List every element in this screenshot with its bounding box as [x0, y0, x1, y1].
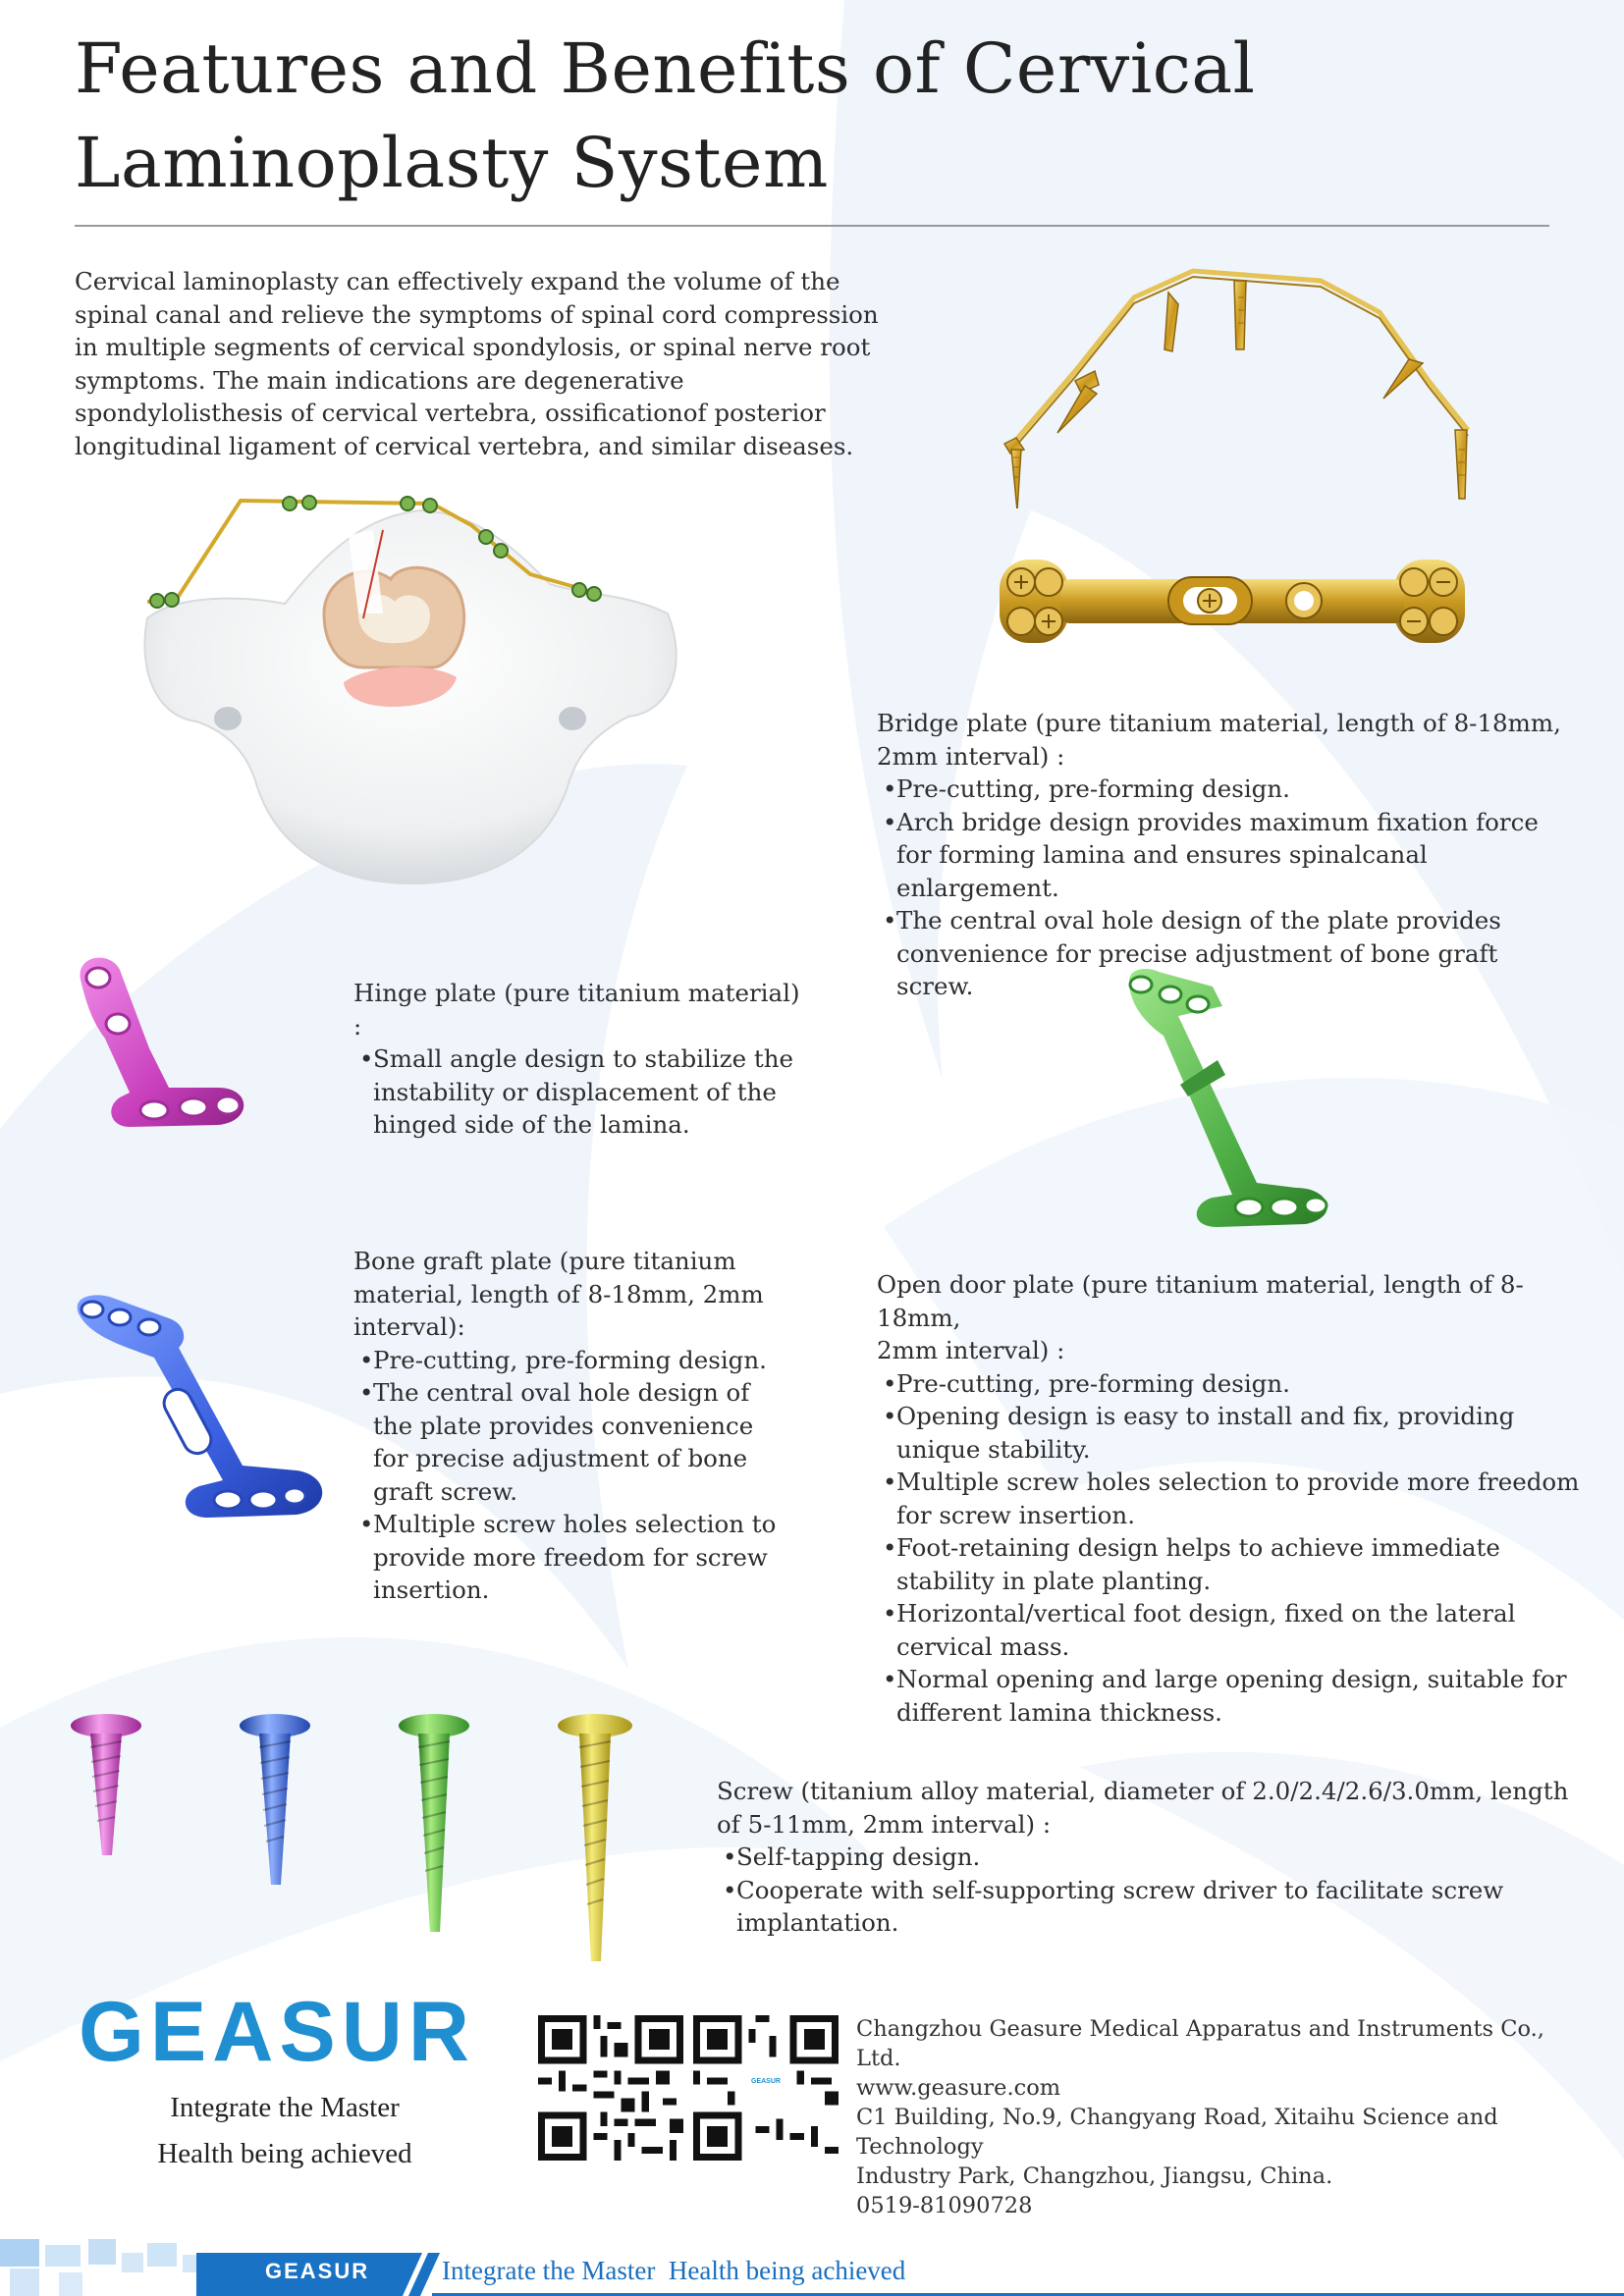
green-screw [399, 1714, 469, 1932]
qr-code-website[interactable] [538, 2015, 683, 2161]
screw-heading-line-1: Screw (titanium alloy material, diameter of 2.0/2.4/2.6/3.0mm, length [717, 1777, 1569, 1805]
bullet-item: • Multiple screw holes selection to provide more freedom for screw insertion. [877, 1466, 1594, 1531]
brand-logo: GEASUR [79, 1985, 475, 2079]
bullet-item: • Horizontal/vertical foot design, fixed on the lateral cervical mass. [877, 1597, 1594, 1663]
bullet-item: • The central oval hole design of the plate provides convenience for precise adjustment of bone graft screw. [353, 1376, 785, 1508]
screw-heading-line-2: of 5-11mm, 2mm interval) : [717, 1809, 1052, 1839]
bridge-plate-top-view-illustration [992, 550, 1473, 653]
bullet-item: • Foot-retaining design helps to achieve immediate stability in plate planting. [877, 1531, 1594, 1597]
yellow-screw [558, 1714, 632, 1961]
title-line-1: Features and Benefits of Cervical [75, 28, 1256, 109]
bridge-plate-heading-line-1: Bridge plate (pure titanium material, length of 8-18mm, [877, 709, 1561, 737]
company-address-line-1: C1 Building, No.9, Changyang Road, Xitaihu Science and Technology [856, 2105, 1498, 2160]
title-divider [75, 225, 1549, 227]
bone-graft-plate-heading-line-3: interval): [353, 1312, 465, 1341]
screw-bullets [717, 1841, 1581, 1940]
company-address-line-2: Industry Park, Changzhou, Jiangsu, China. [856, 2163, 1333, 2189]
bullet-item: • Cooperate with self-supporting screw driver to facilitate screw implantation. [717, 1874, 1581, 1940]
qr-center-logo: GEASUR [751, 2078, 781, 2085]
vertebra-illustration [137, 486, 687, 888]
bullet-item: • Pre-cutting, pre-forming design. [877, 1367, 1594, 1401]
bridge-plate-bullets [877, 773, 1564, 1003]
open-door-plate-description [877, 1268, 1594, 1729]
bullet-item: • Multiple screw holes selection to provide more freedom for screw insertion. [353, 1508, 785, 1607]
screws-illustration [69, 1708, 648, 1973]
bone-graft-plate-description [353, 1245, 785, 1607]
brand-block [79, 1985, 491, 2177]
bridge-plate-description [877, 707, 1564, 1003]
bone-graft-plate-bullets [353, 1344, 785, 1607]
bullet-item: • Opening design is easy to install and fix, providing unique stability. [877, 1400, 1594, 1466]
company-phone: 0519-81090728 [856, 2193, 1033, 2218]
footer-bar-tagline: Integrate the Master Health being achieved [442, 2256, 906, 2285]
bullet-item: • Normal opening and large opening design, suitable for different lamina thickness. [877, 1663, 1594, 1729]
bullet-item: • Arch bridge design provides maximum fixation force for forming lamina and ensures spinalcanal enlargement. [877, 806, 1564, 905]
slogan-line-1: Integrate the Master [170, 2092, 400, 2123]
bridge-plate-arch-illustration [987, 263, 1497, 508]
hinge-plate-illustration [71, 950, 257, 1147]
bullet-item: • The central oval hole design of the plate provides convenience for precise adjustment of bone graft screw. [877, 904, 1564, 1003]
open-door-plate-bullets [877, 1367, 1594, 1730]
bullet-item: • Pre-cutting, pre-forming design. [877, 773, 1564, 806]
bullet-item: • Self-tapping design. [717, 1841, 1581, 1874]
hinge-plate-description [353, 977, 805, 1142]
hinge-plate-heading: Hinge plate (pure titanium material) : [353, 979, 800, 1041]
footer-bar-logo: GEASUR [265, 2259, 370, 2283]
screw-description [717, 1775, 1581, 1940]
bullet-item: • Small angle design to stabilize the instability or displacement of the hinged side of the lamina. [353, 1042, 805, 1142]
page-title [75, 22, 1351, 210]
bridge-plate-heading-line-2: 2mm interval) : [877, 741, 1065, 771]
slogan-line-2: Health being achieved [157, 2138, 412, 2169]
pink-screw [71, 1714, 141, 1855]
open-door-plate-heading-line-2: 2mm interval) : [877, 1336, 1065, 1364]
blue-screw [240, 1714, 310, 1885]
intro-paragraph: Cervical laminoplasty can effectively expand the volume of the spinal canal and relieve the symptoms of spinal cord compression in multiple segments of cervical spondylosis, or spinal nerve root symptoms. The main indications are degenerative spondylolisthesis of cervical vertebra, ossificationof posterior longitudinal ligament of cervical vertebra, and similar diseases. [75, 267, 879, 460]
bullet-item: • Pre-cutting, pre-forming design. [353, 1344, 785, 1377]
company-info [856, 2014, 1583, 2220]
hinge-plate-bullets [353, 1042, 805, 1142]
bone-graft-plate-heading-line-2: material, length of 8-18mm, 2mm [353, 1279, 764, 1308]
bone-graft-plate-illustration [71, 1294, 336, 1554]
open-door-plate-heading-line-1: Open door plate (pure titanium material, length of 8-18mm, [877, 1270, 1524, 1332]
company-name: Changzhou Geasure Medical Apparatus and Instruments Co., Ltd. [856, 2016, 1544, 2071]
title-line-2: Laminoplasty System [75, 123, 829, 203]
qr-code-wechat[interactable] [693, 2015, 839, 2161]
open-door-plate-illustration [1119, 967, 1394, 1242]
bone-graft-plate-heading-line-1: Bone graft plate (pure titanium [353, 1247, 736, 1275]
company-website[interactable]: www.geasure.com [856, 2075, 1061, 2101]
